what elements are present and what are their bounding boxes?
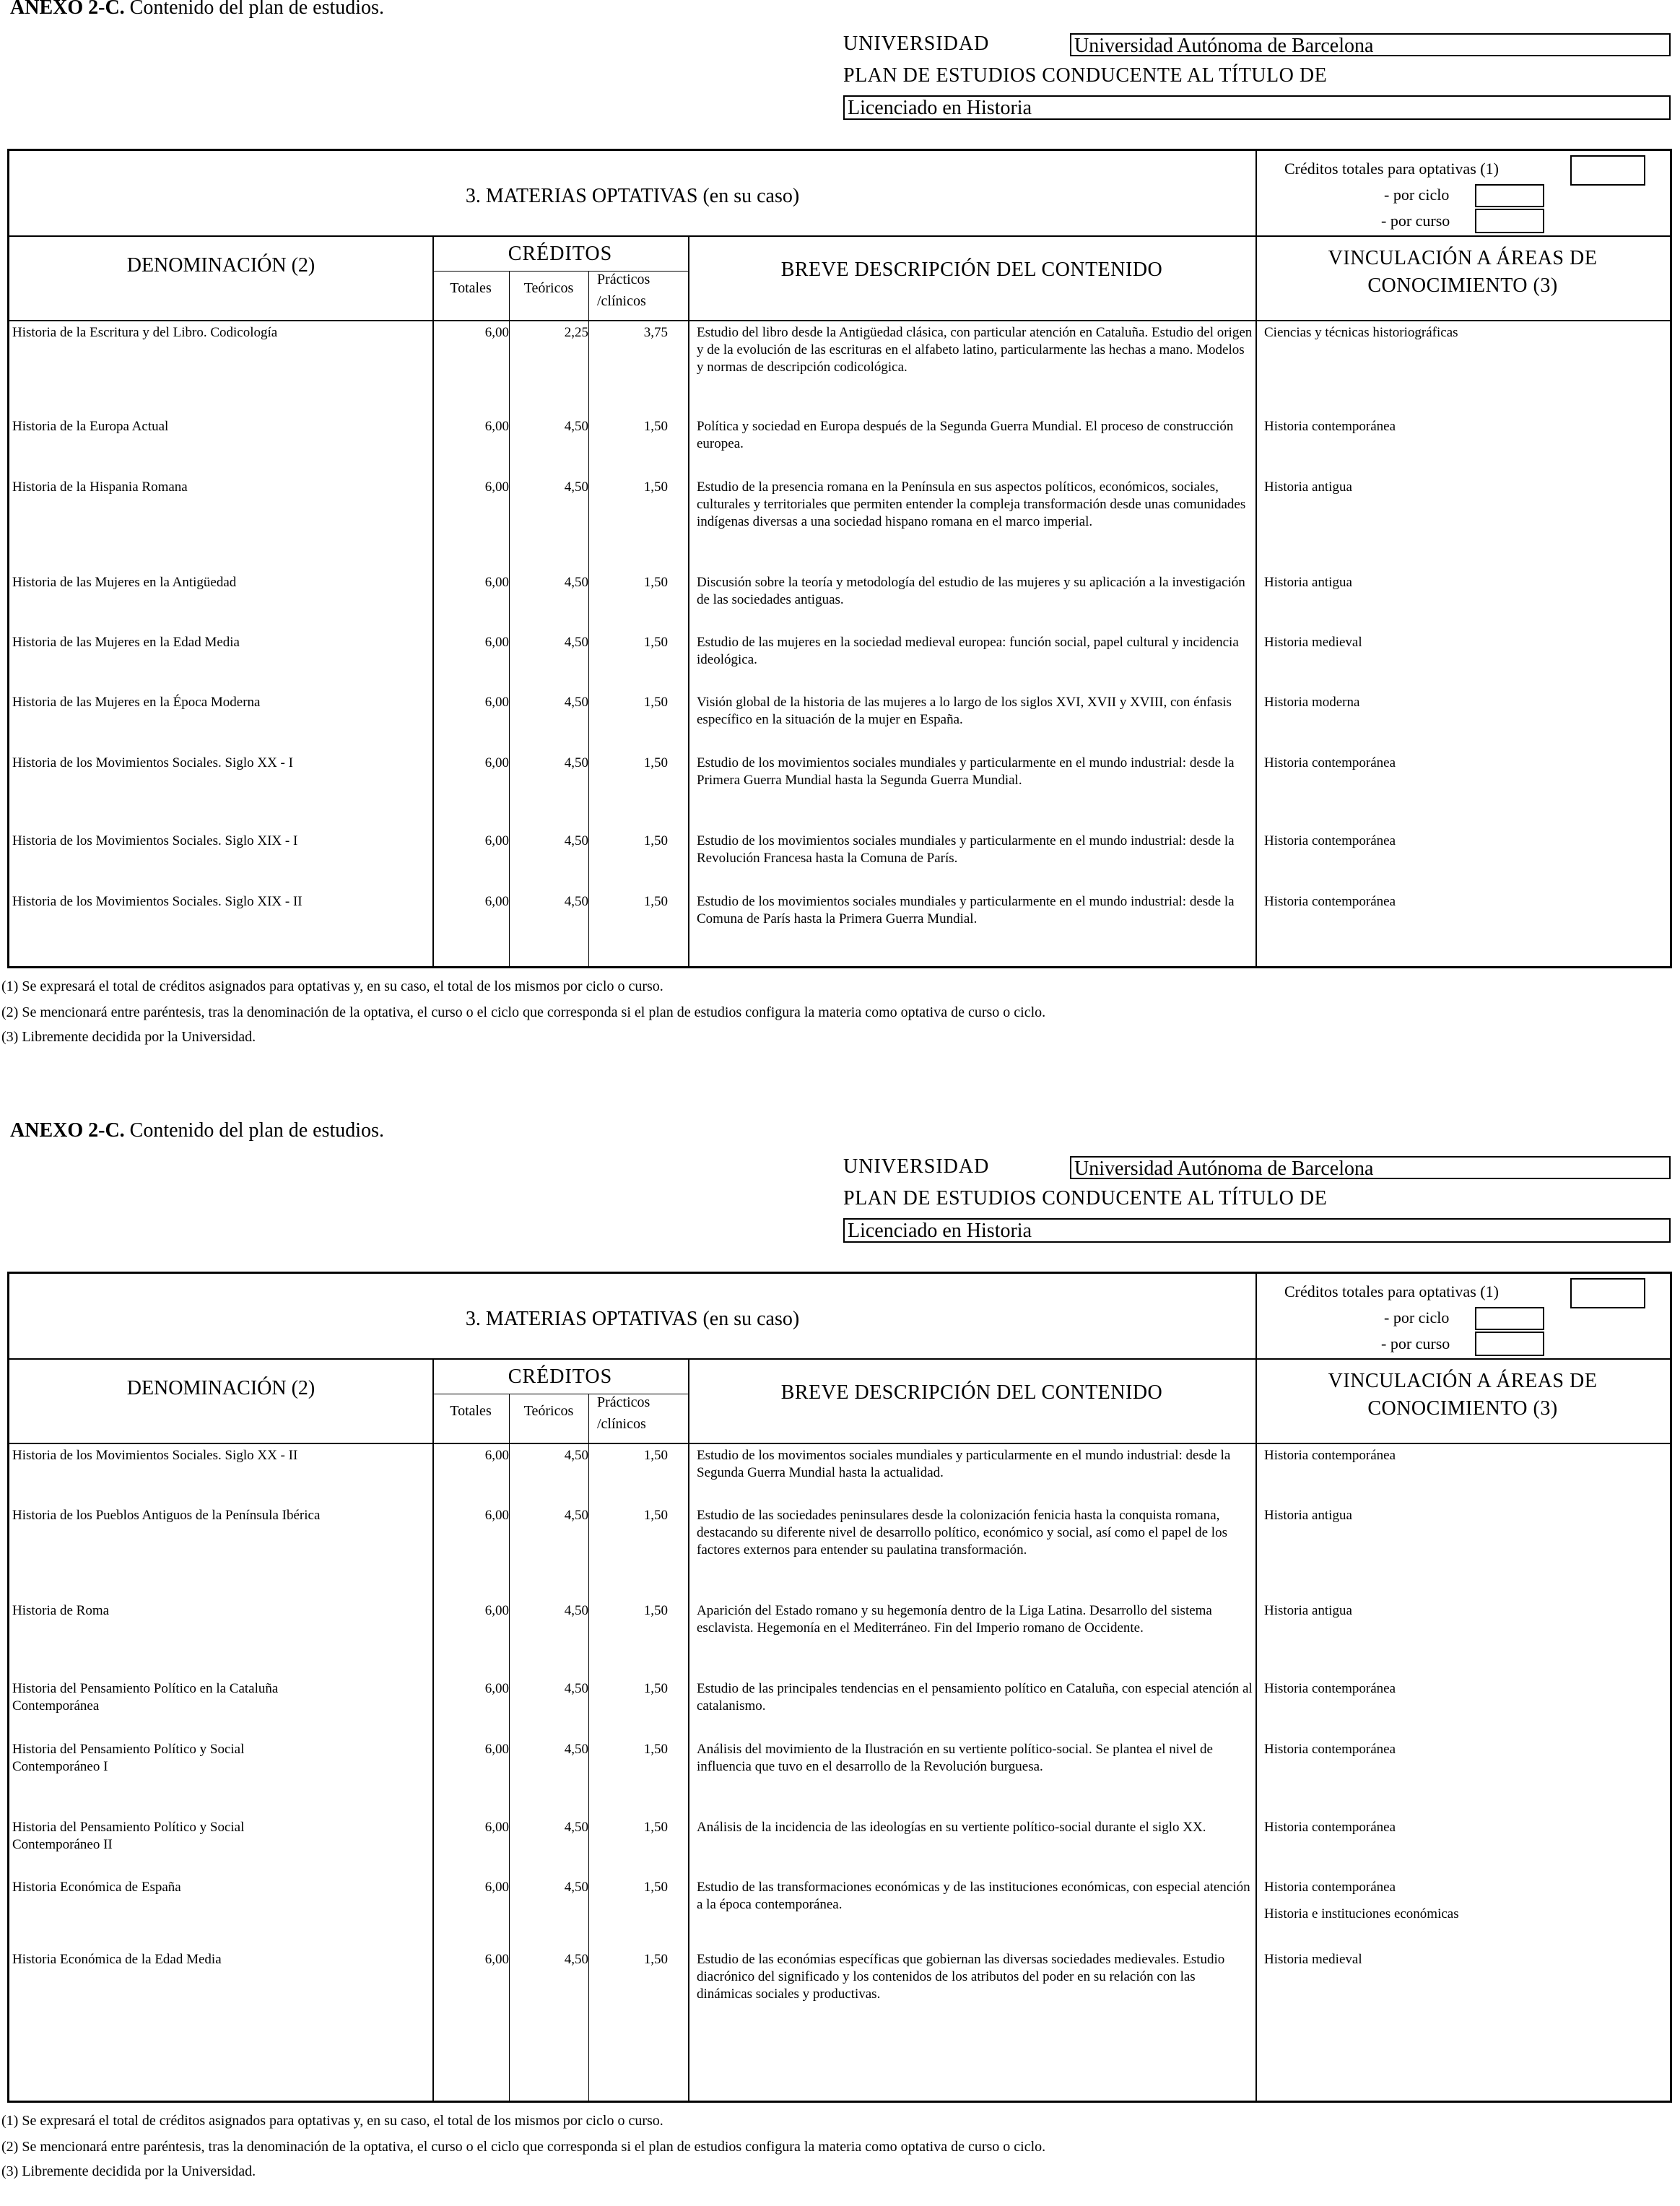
practicos-cell: 1,50 bbox=[643, 419, 668, 434]
denominacion-header: DENOMINACIÓN (2) bbox=[126, 1377, 315, 1399]
footnote-1: (1) Se expresará el total de créditos asignados para optativas y, en su caso, el total de los mismos por ciclo o curso. bbox=[1, 2113, 663, 2129]
col-divider bbox=[509, 271, 510, 966]
denominacion-cell: Historia del Pensamiento Político y Social Contemporáneo II bbox=[12, 1820, 245, 1852]
area-cell: Historia contemporánea bbox=[1264, 1820, 1396, 1835]
totales-cell: 6,00 bbox=[484, 635, 509, 650]
totales-cell: 6,00 bbox=[484, 1448, 509, 1463]
totales-cell: 6,00 bbox=[484, 1508, 509, 1523]
descripcion-cell: Estudio de las transformaciones económicas y de las instituciones económicas, con especial atención a la época contemporánea. bbox=[697, 1880, 1250, 1912]
descripcion-cell: Estudio de los movimentos sociales mundiales y particularmente en el mundo industrial: desde la Segunda Guerra Mundial hasta la actualidad. bbox=[697, 1448, 1231, 1480]
area-cell: Historia contemporánea bbox=[1264, 1448, 1396, 1463]
denominacion-cell: Historia de Roma bbox=[12, 1603, 110, 1618]
anexo-heading: ANEXO 2-C. Contenido del plan de estudios. bbox=[10, 0, 384, 19]
descripcion-cell: Estudio de las sociedades peninsulares desde la colonización fenicia hasta la conquista romana, destacando su diferente nivel de desarrollo político, económico y social, así como el papel de los factores externos para entender su paulatina transformación. bbox=[697, 1508, 1227, 1558]
descripcion-cell: Estudio de la presencia romana en la Península en sus aspectos políticos, económicos, sociales, culturales y territoriales que permiten entender la compleja transformación desde unas comunidades indígenas diversas a una sociedad hispano romana en el marco imperial. bbox=[697, 479, 1246, 529]
section-title: 3. MATERIAS OPTATIVAS (en su caso) bbox=[465, 1308, 800, 1330]
denominacion-cell: Historia de la Escritura y del Libro. Codicología bbox=[12, 325, 278, 340]
teoricos-cell: 4,50 bbox=[564, 833, 588, 848]
totales-cell: 6,00 bbox=[484, 325, 509, 340]
anexo-heading: ANEXO 2-C. Contenido del plan de estudios. bbox=[10, 1119, 384, 1142]
area-cell: Historia contemporánea bbox=[1264, 1681, 1396, 1696]
totales-cell: 6,00 bbox=[484, 1820, 509, 1835]
denominacion-cell: Historia de los Movimientos Sociales. Siglo XIX - II bbox=[12, 894, 303, 909]
universidad-label: UNIVERSIDAD bbox=[843, 32, 990, 55]
footnote-2: (2) Se mencionará entre paréntesis, tras la denominación de la optativa, el curso o el ciclo que corresponda si el plan de estudios configura la materia como optativa de curso o ciclo. bbox=[1, 2139, 1046, 2155]
totales-cell: 6,00 bbox=[484, 755, 509, 770]
footnote-3: (3) Libremente decidida por la Universidad. bbox=[1, 2163, 256, 2179]
denominacion-cell: Historia de los Movimientos Sociales. Siglo XIX - I bbox=[12, 833, 298, 848]
titulo-field: Licenciado en Historia bbox=[843, 95, 1671, 120]
descripcion-cell: Estudio de los movimientos sociales mundiales y particularmente en el mundo industrial: desde la Primera Guerra Mundial hasta la Segunda Guerra Mundial. bbox=[697, 755, 1235, 788]
plan-estudios-label: PLAN DE ESTUDIOS CONDUCENTE AL TÍTULO DE bbox=[843, 64, 1328, 87]
denominacion-cell: Historia de los Movimientos Sociales. Siglo XX - I bbox=[12, 755, 293, 770]
practicos-cell: 1,50 bbox=[643, 1681, 668, 1696]
col-divider bbox=[688, 1358, 689, 2101]
descripcion-cell: Política y sociedad en Europa después de la Segunda Guerra Mundial. El proceso de construcción europea. bbox=[697, 419, 1234, 451]
area-cell: Historia contemporánea Historia e instituciones económicas bbox=[1264, 1880, 1459, 1921]
totales-cell: 6,00 bbox=[484, 1880, 509, 1895]
descripcion-cell: Discusión sobre la teoría y metodología del estudio de las mujeres y su aplicación a la investigación de las sociedades antiguas. bbox=[697, 575, 1245, 607]
denominacion-cell: Historia Económica de España bbox=[12, 1880, 181, 1895]
totales-cell: 6,00 bbox=[484, 894, 509, 909]
practicos-cell: 1,50 bbox=[643, 1880, 668, 1895]
totales-cell: 6,00 bbox=[484, 1952, 509, 1967]
area-cell: Historia contemporánea bbox=[1264, 833, 1396, 848]
practicos-cell: 1,50 bbox=[643, 1448, 668, 1463]
practicos-cell: 1,50 bbox=[643, 1603, 668, 1618]
descripcion-header: BREVE DESCRIPCIÓN DEL CONTENIDO bbox=[780, 1381, 1163, 1404]
totales-cell: 6,00 bbox=[484, 419, 509, 434]
practicos-cell: 1,50 bbox=[643, 755, 668, 770]
denominacion-cell: Historia de las Mujeres en la Época Moderna bbox=[12, 695, 261, 710]
por-curso-label: - por curso bbox=[1381, 1334, 1450, 1352]
teoricos-cell: 4,50 bbox=[564, 1742, 588, 1757]
materias-table bbox=[7, 149, 1672, 968]
por-curso-box bbox=[1475, 209, 1544, 233]
area-cell: Historia moderna bbox=[1264, 695, 1360, 710]
creditos-header: CRÉDITOS bbox=[508, 1365, 613, 1388]
materias-table bbox=[7, 1272, 1672, 2103]
header-bottom-divider bbox=[9, 320, 1670, 321]
teoricos-cell: 4,50 bbox=[564, 479, 588, 495]
area-cell: Historia contemporánea bbox=[1264, 894, 1396, 909]
totales-cell: 6,00 bbox=[484, 575, 509, 590]
col-divider bbox=[688, 235, 689, 966]
denominacion-header: DENOMINACIÓN (2) bbox=[126, 254, 315, 277]
header-bottom-divider bbox=[9, 1443, 1670, 1444]
totales-cell: 6,00 bbox=[484, 1681, 509, 1696]
practicos-cell: 1,50 bbox=[643, 635, 668, 650]
practicos-header: Prácticos /clínicos bbox=[597, 1394, 650, 1432]
por-ciclo-box bbox=[1475, 184, 1544, 207]
area-cell: Historia antigua bbox=[1264, 1508, 1352, 1523]
area-cell: Ciencias y técnicas historiográficas bbox=[1264, 325, 1458, 340]
totales-cell: 6,00 bbox=[484, 695, 509, 710]
col-divider bbox=[432, 235, 434, 966]
col-divider bbox=[432, 1358, 434, 2101]
teoricos-cell: 4,50 bbox=[564, 894, 588, 909]
por-ciclo-label: - por ciclo bbox=[1384, 1308, 1450, 1326]
page-2 bbox=[0, 1119, 1680, 2206]
descripcion-cell: Estudio de los movimientos sociales mundiales y particularmente en el mundo industrial: desde la Comuna de París hasta la Primera Guerra Mundial. bbox=[697, 894, 1235, 926]
practicos-cell: 1,50 bbox=[643, 1508, 668, 1523]
page-1 bbox=[0, 0, 1680, 1083]
teoricos-cell: 4,50 bbox=[564, 1448, 588, 1463]
descripcion-cell: Estudio de los movimientos sociales mundiales y particularmente en el mundo industrial: desde la Revolución Francesa hasta la Comuna de París. bbox=[697, 833, 1235, 866]
creditos-totales-label: Créditos totales para optativas (1) bbox=[1284, 1282, 1499, 1300]
por-curso-label: - por curso bbox=[1381, 212, 1450, 230]
practicos-cell: 1,50 bbox=[643, 833, 668, 848]
area-cell: Historia medieval bbox=[1264, 1952, 1362, 1967]
totales-header: Totales bbox=[450, 1403, 492, 1419]
teoricos-cell: 4,50 bbox=[564, 1603, 588, 1618]
teoricos-cell: 4,50 bbox=[564, 755, 588, 770]
totales-header: Totales bbox=[450, 280, 492, 296]
denominacion-cell: Historia de la Hispania Romana bbox=[12, 479, 188, 495]
descripcion-cell: Estudio del libro desde la Antigüedad clásica, con particular atención en Cataluña. Estudio del origen y de la evolución de las escrituras en el alfabeto latino, particularmente las hechas a mano. Modelos y normas de descripción codicológica. bbox=[697, 325, 1253, 375]
totales-cell: 6,00 bbox=[484, 1603, 509, 1618]
por-ciclo-box bbox=[1475, 1307, 1544, 1330]
denominacion-cell: Historia del Pensamiento Político en la Cataluña Contemporánea bbox=[12, 1681, 279, 1714]
denominacion-cell: Historia de las Mujeres en la Edad Media bbox=[12, 635, 240, 650]
teoricos-cell: 4,50 bbox=[564, 635, 588, 650]
section-title: 3. MATERIAS OPTATIVAS (en su caso) bbox=[465, 185, 800, 207]
header-divider bbox=[9, 1358, 1670, 1360]
area-cell: Historia contemporánea bbox=[1264, 755, 1396, 770]
denominacion-cell: Historia Económica de la Edad Media bbox=[12, 1952, 222, 1967]
descripcion-header: BREVE DESCRIPCIÓN DEL CONTENIDO bbox=[780, 259, 1163, 281]
practicos-cell: 1,50 bbox=[643, 894, 668, 909]
area-cell: Historia contemporánea bbox=[1264, 419, 1396, 434]
creditos-totales-box bbox=[1570, 155, 1645, 186]
creditos-totales-box bbox=[1570, 1278, 1645, 1308]
descripcion-cell: Aparición del Estado romano y su hegemonía dentro de la Liga Latina. Desarrollo del sistema esclavista. Hegemonía en el Mediterráneo. Fin del Imperio romano de Occidente. bbox=[697, 1603, 1212, 1636]
teoricos-header: Teóricos bbox=[523, 1403, 574, 1419]
descripcion-cell: Análisis del movimiento de la Ilustración en su vertiente político-social. Se plantea el nivel de influencia que tuvo en el desarrollo de la Revolución burguesa. bbox=[697, 1742, 1213, 1774]
descripcion-cell: Estudio de las económias específicas que gobiernan las diversas sociedades medievales. Estudio diacrónico del significado y los contenidos de los atributos del poder en su relación con las dinámicas sociales y productivas. bbox=[697, 1952, 1225, 2002]
descripcion-cell: Estudio de las mujeres en la sociedad medieval europea: función social, papel cultural y incidencia ideológica. bbox=[697, 635, 1239, 667]
totales-cell: 6,00 bbox=[484, 1742, 509, 1757]
practicos-cell: 1,50 bbox=[643, 1952, 668, 1967]
por-ciclo-label: - por ciclo bbox=[1384, 186, 1450, 204]
denominacion-cell: Historia del Pensamiento Político y Social Contemporáneo I bbox=[12, 1742, 245, 1774]
vinculacion-header: VINCULACIÓN A ÁREAS DE CONOCIMIENTO (3) bbox=[1328, 247, 1598, 297]
titulo-field: Licenciado en Historia bbox=[843, 1218, 1671, 1243]
creditos-totales-label: Créditos totales para optativas (1) bbox=[1284, 160, 1499, 178]
totales-cell: 6,00 bbox=[484, 479, 509, 495]
teoricos-cell: 4,50 bbox=[564, 1508, 588, 1523]
por-curso-box bbox=[1475, 1332, 1544, 1356]
descripcion-cell: Visión global de la historia de las mujeres a lo largo de los siglos XVI, XVII y XVIII, con énfasis específico en la situación de la mujer en España. bbox=[697, 695, 1232, 727]
teoricos-header: Teóricos bbox=[523, 280, 574, 296]
vinculacion-header: VINCULACIÓN A ÁREAS DE CONOCIMIENTO (3) bbox=[1328, 1370, 1598, 1420]
denominacion-cell: Historia de las Mujeres en la Antigüedad bbox=[12, 575, 237, 590]
practicos-cell: 3,75 bbox=[643, 325, 668, 340]
totales-cell: 6,00 bbox=[484, 833, 509, 848]
practicos-header: Prácticos /clínicos bbox=[597, 272, 650, 309]
footnote-2: (2) Se mencionará entre paréntesis, tras la denominación de la optativa, el curso o el ciclo que corresponda si el plan de estudios configura la materia como optativa de curso o ciclo. bbox=[1, 1004, 1046, 1020]
area-cell: Historia antigua bbox=[1264, 575, 1352, 590]
practicos-cell: 1,50 bbox=[643, 1742, 668, 1757]
footnote-1: (1) Se expresará el total de créditos asignados para optativas y, en su caso, el total de los mismos por ciclo o curso. bbox=[1, 978, 663, 994]
creditos-header: CRÉDITOS bbox=[508, 243, 613, 265]
teoricos-cell: 4,50 bbox=[564, 695, 588, 710]
practicos-cell: 1,50 bbox=[643, 1820, 668, 1835]
teoricos-cell: 4,50 bbox=[564, 1952, 588, 1967]
header-divider bbox=[9, 235, 1670, 237]
col-divider bbox=[588, 271, 589, 966]
universidad-label: UNIVERSIDAD bbox=[843, 1155, 990, 1178]
area-cell: Historia contemporánea bbox=[1264, 1742, 1396, 1757]
denominacion-cell: Historia de los Movimientos Sociales. Siglo XX - II bbox=[12, 1448, 298, 1463]
footnote-3: (3) Libremente decidida por la Universidad. bbox=[1, 1029, 256, 1045]
practicos-cell: 1,50 bbox=[643, 479, 668, 495]
descripcion-cell: Estudio de las principales tendencias en el pensamiento político en Cataluña, con especial atención al catalanismo. bbox=[697, 1681, 1253, 1714]
teoricos-cell: 4,50 bbox=[564, 1681, 588, 1696]
teoricos-cell: 4,50 bbox=[564, 419, 588, 434]
teoricos-cell: 2,25 bbox=[564, 325, 588, 340]
area-cell: Historia medieval bbox=[1264, 635, 1362, 650]
descripcion-cell: Análisis de la incidencia de las ideologías en su vertiente político-social durante el siglo XX. bbox=[697, 1820, 1206, 1835]
area-cell: Historia antigua bbox=[1264, 1603, 1352, 1618]
universidad-field: Universidad Autónoma de Barcelona bbox=[1070, 33, 1671, 56]
teoricos-cell: 4,50 bbox=[564, 575, 588, 590]
practicos-cell: 1,50 bbox=[643, 695, 668, 710]
teoricos-cell: 4,50 bbox=[564, 1880, 588, 1895]
denominacion-cell: Historia de la Europa Actual bbox=[12, 419, 169, 434]
practicos-cell: 1,50 bbox=[643, 575, 668, 590]
teoricos-cell: 4,50 bbox=[564, 1820, 588, 1835]
plan-estudios-label: PLAN DE ESTUDIOS CONDUCENTE AL TÍTULO DE bbox=[843, 1187, 1328, 1210]
denominacion-cell: Historia de los Pueblos Antiguos de la Península Ibérica bbox=[12, 1508, 321, 1523]
universidad-field: Universidad Autónoma de Barcelona bbox=[1070, 1156, 1671, 1179]
area-cell: Historia antigua bbox=[1264, 479, 1352, 495]
